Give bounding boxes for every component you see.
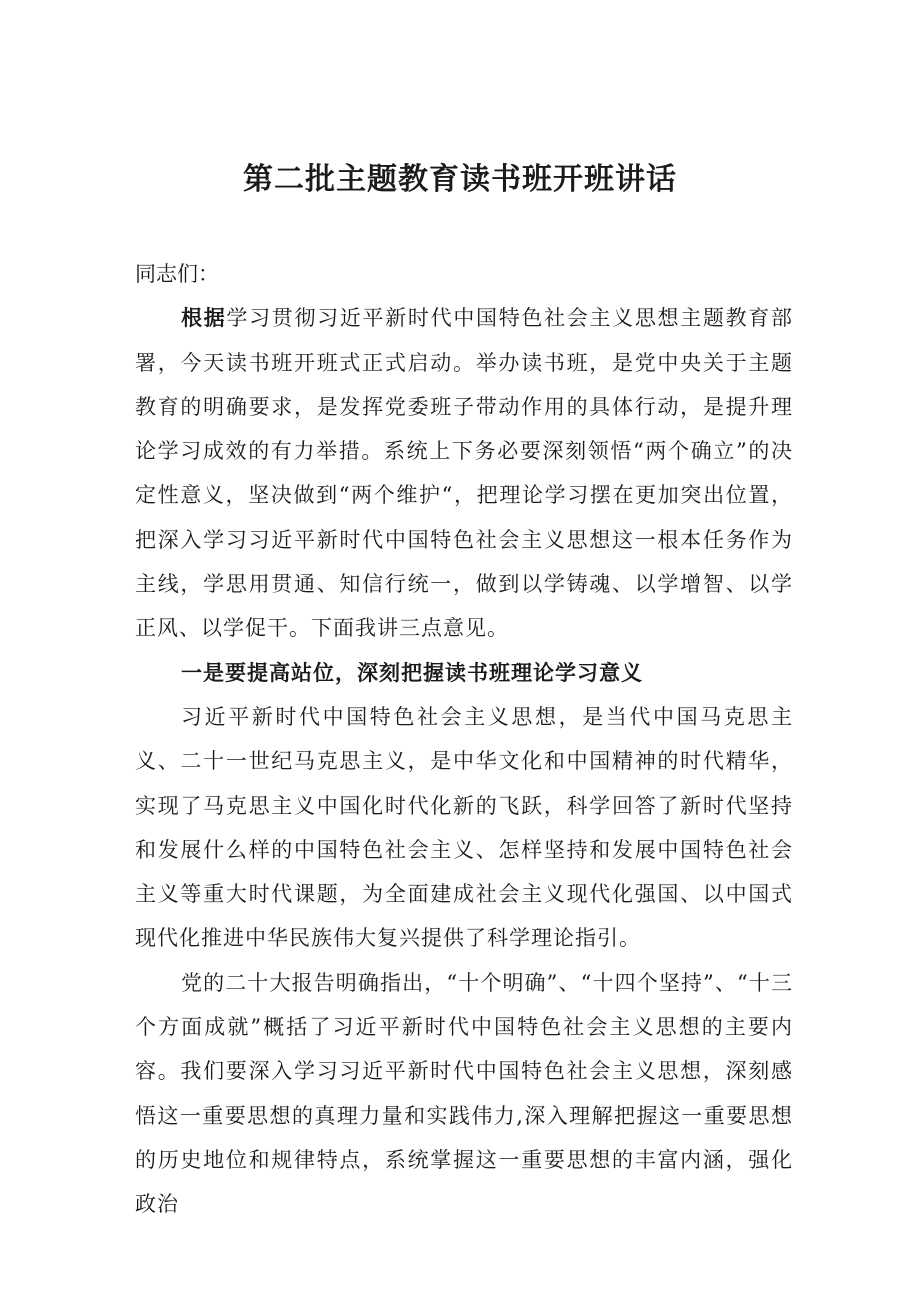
- document-title: 第二批主题教育读书班开班讲话: [243, 162, 677, 197]
- paragraph-2: 习近平新时代中国特色社会主义思想，是当代中国马克思主义、二十一世纪马克思主义，是中华文化和中国精神的时代精华，实现了马克思主义中国化时代化新的飞跃，科学回答了新时代坚持和发展什么样的中国特色社会主义、怎样坚持和发展中国特色社会主义等重大时代课题，为全面建成社会主义现代化强国、以中国式现代化推进中华民族伟大复兴提供了科学理论指引。: [135, 704, 793, 951]
- paragraph-intro: [135, 296, 793, 650]
- document-body: [135, 252, 793, 1227]
- salutation: 同志们：: [135, 262, 219, 286]
- paragraph-intro-text: 学习贯彻习近平新时代中国特色社会主义思想主题教育部署，今天读书班开班式正式启动。举办读书班，是党中央关于主题教育的明确要求，是发挥党委班子带动作用的具体行动，是提升理论学习成效的有力举措。系统上下务必要深刻领悟“两个确立”的决定性意义，坚决做到“两个维护“，把理论学习摆在更加突出位置，把深入学习习近平新时代中国特色社会主义思想这一根本任务作为主线，学思用贯通、知信行统一，做到以学铸魂、以学增智、以学正风、以学促干。下面我讲三点意见。: [135, 306, 794, 641]
- section-heading-1: 一是要提高站位，深刻把握读书班理论学习意义: [181, 660, 643, 685]
- paragraph-3: 党的二十大报告明确指出，“十个明确”、“十四个坚持”、“十三个方面成就”概括了习近平新时代中国特色社会主义思想的主要内容。我们要深入学习习近平新时代中国特色社会主义思想，深刻感悟这一重要思想的真理力量和实践伟力,深入理解把握这一重要思想的历史地位和规律特点，系统掌握这一重要思想的丰富内涵，强化政治: [135, 970, 793, 1217]
- paragraph-intro-lead: 根据: [181, 305, 227, 331]
